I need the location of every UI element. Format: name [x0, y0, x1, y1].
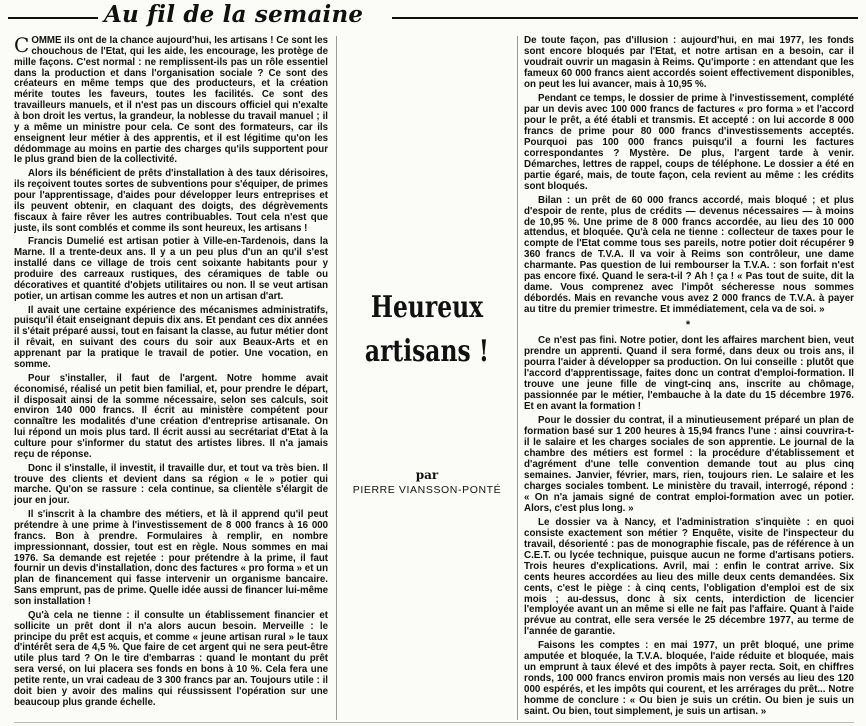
- paragraph: Pour le dossier du contrat, il a minutieusement préparé un plan de formation basé sur 1 200 heures à 15,94 francs l'une : ainsi couvrira-t-il le salaire et les charges sociales de son apprentie. Le journal de la chambre des métiers est formel : la procédure d'établissement et d'agrément d'une telle convention demande tout au plus cinq semaines. Janvier, février, mars, rien, toujours rien. Le salaire et les charges sociales tombent. Le ministère du travail, interrogé, répond : « On n'a jamais signé de contrat emploi-formation avec un potier. Alors, c'est plus long. »: [524, 415, 854, 514]
- byline-author: PIERRE VIANSSON-PONTÉ: [352, 484, 502, 496]
- header-rule-left: [8, 17, 98, 19]
- paragraph: Alors ils bénéficient de prêts d'installation à des taux dérisoires, ils reçoivent toutes sortes de subventions pour s'équiper, de primes pour l'apprentissage, d'aides pour développer leurs entreprises et ils peuvent obtenir, en claquant des doigts, des dégrèvements fiscaux à faire rêver les autres contribuables. Tout cela n'est que juste, ils sont comblés et comme ils sont heureux, les artisans !: [14, 168, 328, 234]
- paragraph: Il avait une certaine expérience des mécanismes administratifs, puisqu'il était enseignant depuis dix ans. Et pendant ces dix années il s'était préparé aussi, tout en faisant la classe, au futur métier dont il rêvait, en suivant des cours du soir aux Beaux-Arts et en apprenant par la pratique le travail de potier. Une vocation, en somme.: [14, 304, 328, 370]
- paragraph: Le dossier va à Nancy, et l'administration s'inquiète : en quoi consiste exactement son métier ? Enquête, visite de l'inspecteur du travail, désorienté : pas de monographie fiscale, pas de référence à un C.E.T. ou lycée technique, puisque aucun ne forme d'artisans potiers. Trois heures d'explications. Avril, mai : enfin le contrat arrive. Six cents heures accordées au lieu des mille deux cents demandées. Six cents, c'est le piège : à cinq cents, l'obligation d'emploi est de six mois ; au-dessus, donc à six cents, interdiction de licencier l'employée avant un an même si elle ne fait pas l'affaire. Quant à l'aide prévue au contrat, elle sera versée le 25 décembre 1977, au terme de l'année de garantie.: [524, 516, 854, 638]
- paragraph: [14, 36, 328, 166]
- bottom-rule: [14, 722, 854, 723]
- article-headline: Heureux artisans !: [364, 290, 490, 369]
- paragraph: Ce n'est pas fini. Notre potier, dont les affaires marchent bien, veut prendre un apprenti. Quand il sera formé, dans deux ou trois ans, il pourra l'aider à développer sa production. On lui conseille : plutôt que l'accord d'apprentissage, faites donc un contrat d'emploi-formation. Il trouve une jeune fille de vingt-cinq ans, inscrite au chômage, passionnée par le métier, l'embauche à la date du 15 décembre 1976. Et en avant la formation !: [524, 335, 854, 413]
- paragraph: Bilan : un prêt de 60 000 francs accordé, mais bloqué ; et plus d'espoir de rente, plus de crédits — devenus nécessaires — à moins de 10,95 %. Une prime de 8 000 francs accordée, au lieu des 10 000 attendus, et bloquée. Qu'à cela ne tienne : collecteur de taxes pour le compte de l'Etat comme tous ses pareils, notre potier doit récupérer 9 360 francs de T.V.A. Il va voir à Reims son contrôleur, une dame charmante. Pas question de lui rembourser la T.V.A. : son forfait n'est pas encore fixé. Quand le sera-t-il ? Ah ! ça ! « Pas tout de suite, dit la dame. Vous comprenez avec l'impôt sécheresse nous sommes débordés. Mais en revanche vous avez 2 000 francs de T.V.A. à payer au titre du premier trimestre. Et immédiatement, cela va de soi. »: [524, 194, 854, 316]
- drop-cap: C: [14, 36, 30, 57]
- paragraph-text: OMME ils ont de la chance aujourd'hui, les artisans ! Ce sont les chouchous de l'Etat, qui les aide, les encourage, les protège de mille façons. C'est normal : ne remplissent-ils pas un rôle essentiel dans la production et dans l'organisation sociale ? Ce sont des créateurs en même temps que des producteurs, et la création mérite toutes les faveurs, toutes les facilités. Ce sont des travailleurs manuels, et il n'est pas un discours officiel qui n'exalte à bon droit les vertus, la grandeur, la noblesse du travail manuel ; il y a même un ministre pour cela. Ce sont des formateurs, car ils enseignent leur métier à des apprentis, et il est légitime qu'on les dédommage au moins en partie des charges qu'ils supportent pour le plus grand bien de la collectivité.: [14, 36, 328, 166]
- left-column: [14, 36, 328, 720]
- paragraph: De toute façon, pas d'illusion : aujourd'hui, en mai 1977, les fonds sont encore bloqués par l'Etat, et notre artisan en a besoin, car il voudrait ouvrir un magasin à Reims. Qu'importe : en attendant que les fameux 60 000 francs aient accordés soient effectivement disponibles, on peut les lui avancer, mais à 10,95 %.: [524, 36, 854, 90]
- paragraph: Pendant ce temps, le dossier de prime à l'investissement, complété par un devis avec 100 000 francs de factures « pro forma » et l'accord pour le prêt, a été établi et transmis. Et accepté : on lui accorde 8 000 francs de prime pour 80 000 francs d'investissements acceptés. Pourquoi pas 100 000 francs puisqu'il a fourni les factures correspondantes ? Mystère. De plus, l'argent tarde à venir. Démarches, lettres de rappel, coups de téléphone. Le dossier a été en partie égaré, mais, de toute façon, cela revient au même : les crédits sont bloqués.: [524, 92, 854, 192]
- paragraph: Pour s'installer, il faut de l'argent. Notre homme avait économisé, réalisé un petit bien familial, et, pour prendre le départ, il disposait ainsi de la somme nécessaire, selon ses calculs, soit environ 140 000 francs. Il écrit au ministère compétent pour connaître les modalités d'une création d'entreprise artisanale. On lui répond un mois plus tard. Il écrit aussi au secrétariat d'Etat à la culture pour s'informer du statut des artistes libres. Il n'a jamais reçu de réponse.: [14, 372, 328, 460]
- paragraph: Il s'inscrit à la chambre des métiers, et là il apprend qu'il peut prétendre à une prime à l'investissement de 8 000 francs à 16 000 francs. Bon à prendre. Formulaires à remplir, en nombre impressionnant, dossier, tout est en règle. Nous sommes en mai 1976. Sa demande est rejetée : pour prétendre à la prime, il faut fournir un devis d'installation, donc des factures « pro forma » et un plan de financement qui fasse intervenir un organisme bancaire. Sans emprunt, pas de prime. Quelle idée aussi de financer lui-même son installation !: [14, 509, 328, 607]
- section-kicker: Au fil de la semaine: [104, 1, 364, 28]
- paragraph: Faisons les comptes : en mai 1977, un prêt bloqué, une prime amputée et bloquée, la T.V.A. bloquée, l'aide réduite et bloquée, mais un emprunt à taux élevé et des impôts à payer recta. Soit, en chiffres ronds, 100 000 francs environ promis mais non versés au lieu des 120 000 espérés, et les impôts qui courent, et les arrérages du prêt... Notre homme de conclure : « Ou bien je suis un crétin. Ou bien je suis un saint. Ou bien, tout simplement, je suis un artisan. »: [524, 640, 854, 718]
- right-column: [524, 36, 854, 720]
- header-rule-right: [392, 17, 858, 19]
- byline-prefix: par: [415, 468, 439, 482]
- section-separator: *: [685, 319, 693, 332]
- paragraph: Donc il s'installe, il investit, il travaille dur, et tout va très bien. Il trouve des clients et devient dans sa région « le » potier qui marche. Qu'on se rassure : cela continue, sa clientèle s'élargit de jour en jour.: [14, 462, 328, 507]
- paragraph: Francis Dumelié est artisan potier à Ville-en-Tardenois, dans la Marne. Il a trente-deux ans. Il y a un peu plus d'un an qu'il s'est installé dans ce village de trois cent soixante habitants pour y produire des carreaux rustiques, des céramiques de table ou décoratives et quantité d'objets utilitaires ou non. Il se veut artisan potier, un artisan comme les autres et non un artisan d'art.: [14, 236, 328, 302]
- headline-box: [336, 36, 518, 720]
- paragraph: Qu'à cela ne tienne : il consulte un établissement financier et sollicite un prêt dont il n'a alors aucun besoin. Merveille : le principe du prêt est acquis, et comme « jeune artisan rural » le taux d'intérêt sera de 4,5 %. Que faire de cet argent qui ne sera peut-être utile plus tard ? On le tire d'embarras : quand le montant du prêt sera versé, on lui placera ses fonds en bons à 10 %. Cela fera une petite rente, un vrai cadeau de 3 300 francs par an. Toujours utile : il doit bien y avoir des malins qui réussissent l'opération sur une beaucoup plus grande échelle.: [14, 609, 328, 708]
- section-header: [0, 0, 866, 34]
